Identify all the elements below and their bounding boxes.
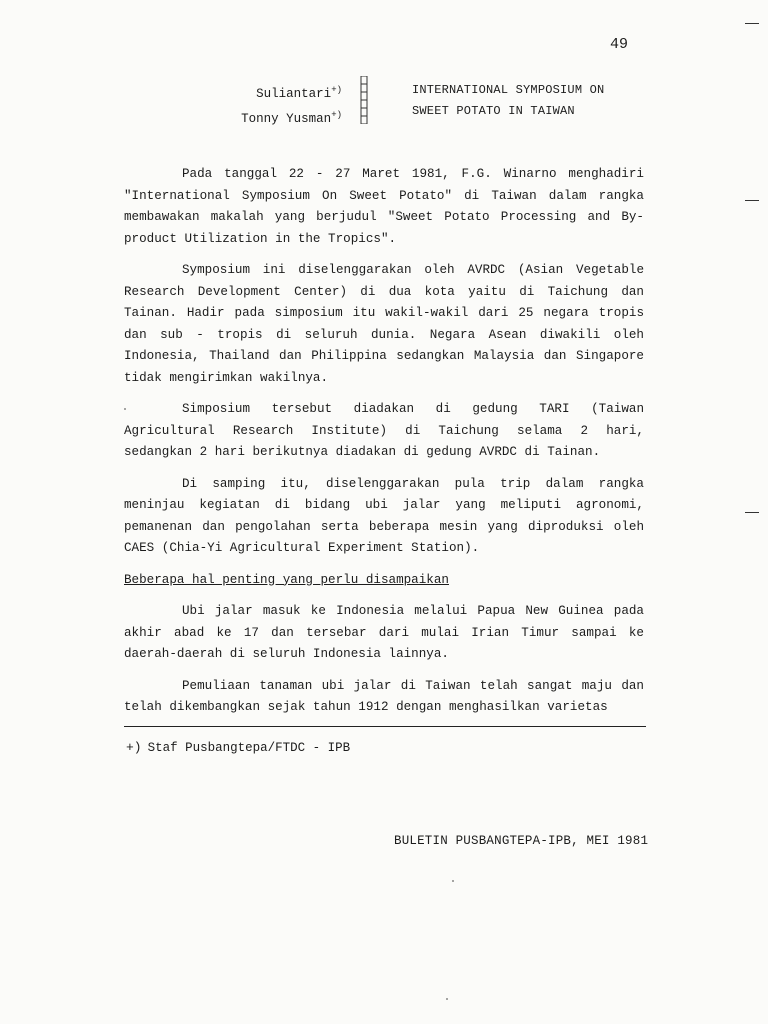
- title-line-2: SWEET POTATO IN TAIWAN: [412, 104, 575, 118]
- section-heading: Beberapa hal penting yang perlu disampaikan: [124, 572, 449, 587]
- scan-speck: [452, 880, 454, 882]
- scan-speck: [446, 998, 448, 1000]
- paragraph-3: Simposium tersebut diadakan di gedung TARI (Taiwan Agricultural Research Institute) di Taichung selama 2 hari, sedangkan 2 hari berikutnya diadakan di gedung AVRDC di Tainan.: [124, 402, 644, 459]
- margin-tick: [745, 23, 759, 24]
- paragraph-5: Ubi jalar masuk ke Indonesia melalui Papua New Guinea pada akhir abad ke 17 dan tersebar dari mulai Irian Timur sampai ke daerah-daerah di seluruh Indonesia lainnya.: [124, 604, 644, 661]
- body-text: [124, 164, 644, 729]
- footnote-mark: +): [126, 740, 142, 755]
- paragraph-2: Symposium ini diselenggarakan oleh AVRDC (Asian Vegetable Research Development Center) di dua kota yaitu di Taichung dan Tainan. Hadir pada simposium itu wakil-wakil dari 25 negara tropis dan sub - tropis di seluruh dunia. Negara Asean diwakili oleh Indonesia, Thailand dan Philippina sedangkan Malaysia dan Singapore tidak mengirimkan wakilnya.: [124, 263, 644, 385]
- footnote-divider: [124, 726, 646, 727]
- paragraph-1: Pada tanggal 22 - 27 Maret 1981, F.G. Winarno menghadiri "International Symposium On Sweet Potato" di Taiwan dalam rangka membawakan makalah yang berjudul "Sweet Potato Processing and By-product Utilization in the Tropics".: [124, 167, 644, 246]
- paragraph-4: Di samping itu, diselenggarakan pula trip dalam rangka meninjau kegiatan di bidang ubi jalar yang meliputi agronomi, pemanenan dan pengolahan serta beberapa mesin yang diproduksi oleh CAES (Chia-Yi Agricultural Experiment Station).: [124, 476, 644, 555]
- title-line-1: INTERNATIONAL SYMPOSIUM ON: [412, 83, 605, 97]
- margin-tick: [745, 512, 759, 513]
- margin-tick: [745, 200, 759, 201]
- author-1: [232, 80, 342, 105]
- binding-separator-icon: [360, 76, 368, 124]
- author-2-name: Tonny Yusman: [241, 112, 332, 127]
- page-number: 49: [610, 36, 629, 53]
- author-2: [232, 105, 342, 130]
- author-1-mark: +): [331, 85, 342, 95]
- scan-speck: [124, 408, 126, 410]
- author-block: [232, 80, 342, 130]
- document-title: [412, 80, 604, 122]
- bulletin-footer: BULETIN PUSBANGTEPA-IPB, MEI 1981: [394, 834, 649, 848]
- footnote: [126, 740, 350, 755]
- author-2-mark: +): [331, 110, 342, 121]
- author-1-name: Suliantari: [256, 87, 332, 102]
- footnote-text: Staf Pusbangtepa/FTDC - IPB: [147, 741, 351, 755]
- paragraph-6: Pemuliaan tanaman ubi jalar di Taiwan telah sangat maju dan telah dikembangkan sejak tahun 1912 dengan menghasilkan varietas: [124, 678, 644, 714]
